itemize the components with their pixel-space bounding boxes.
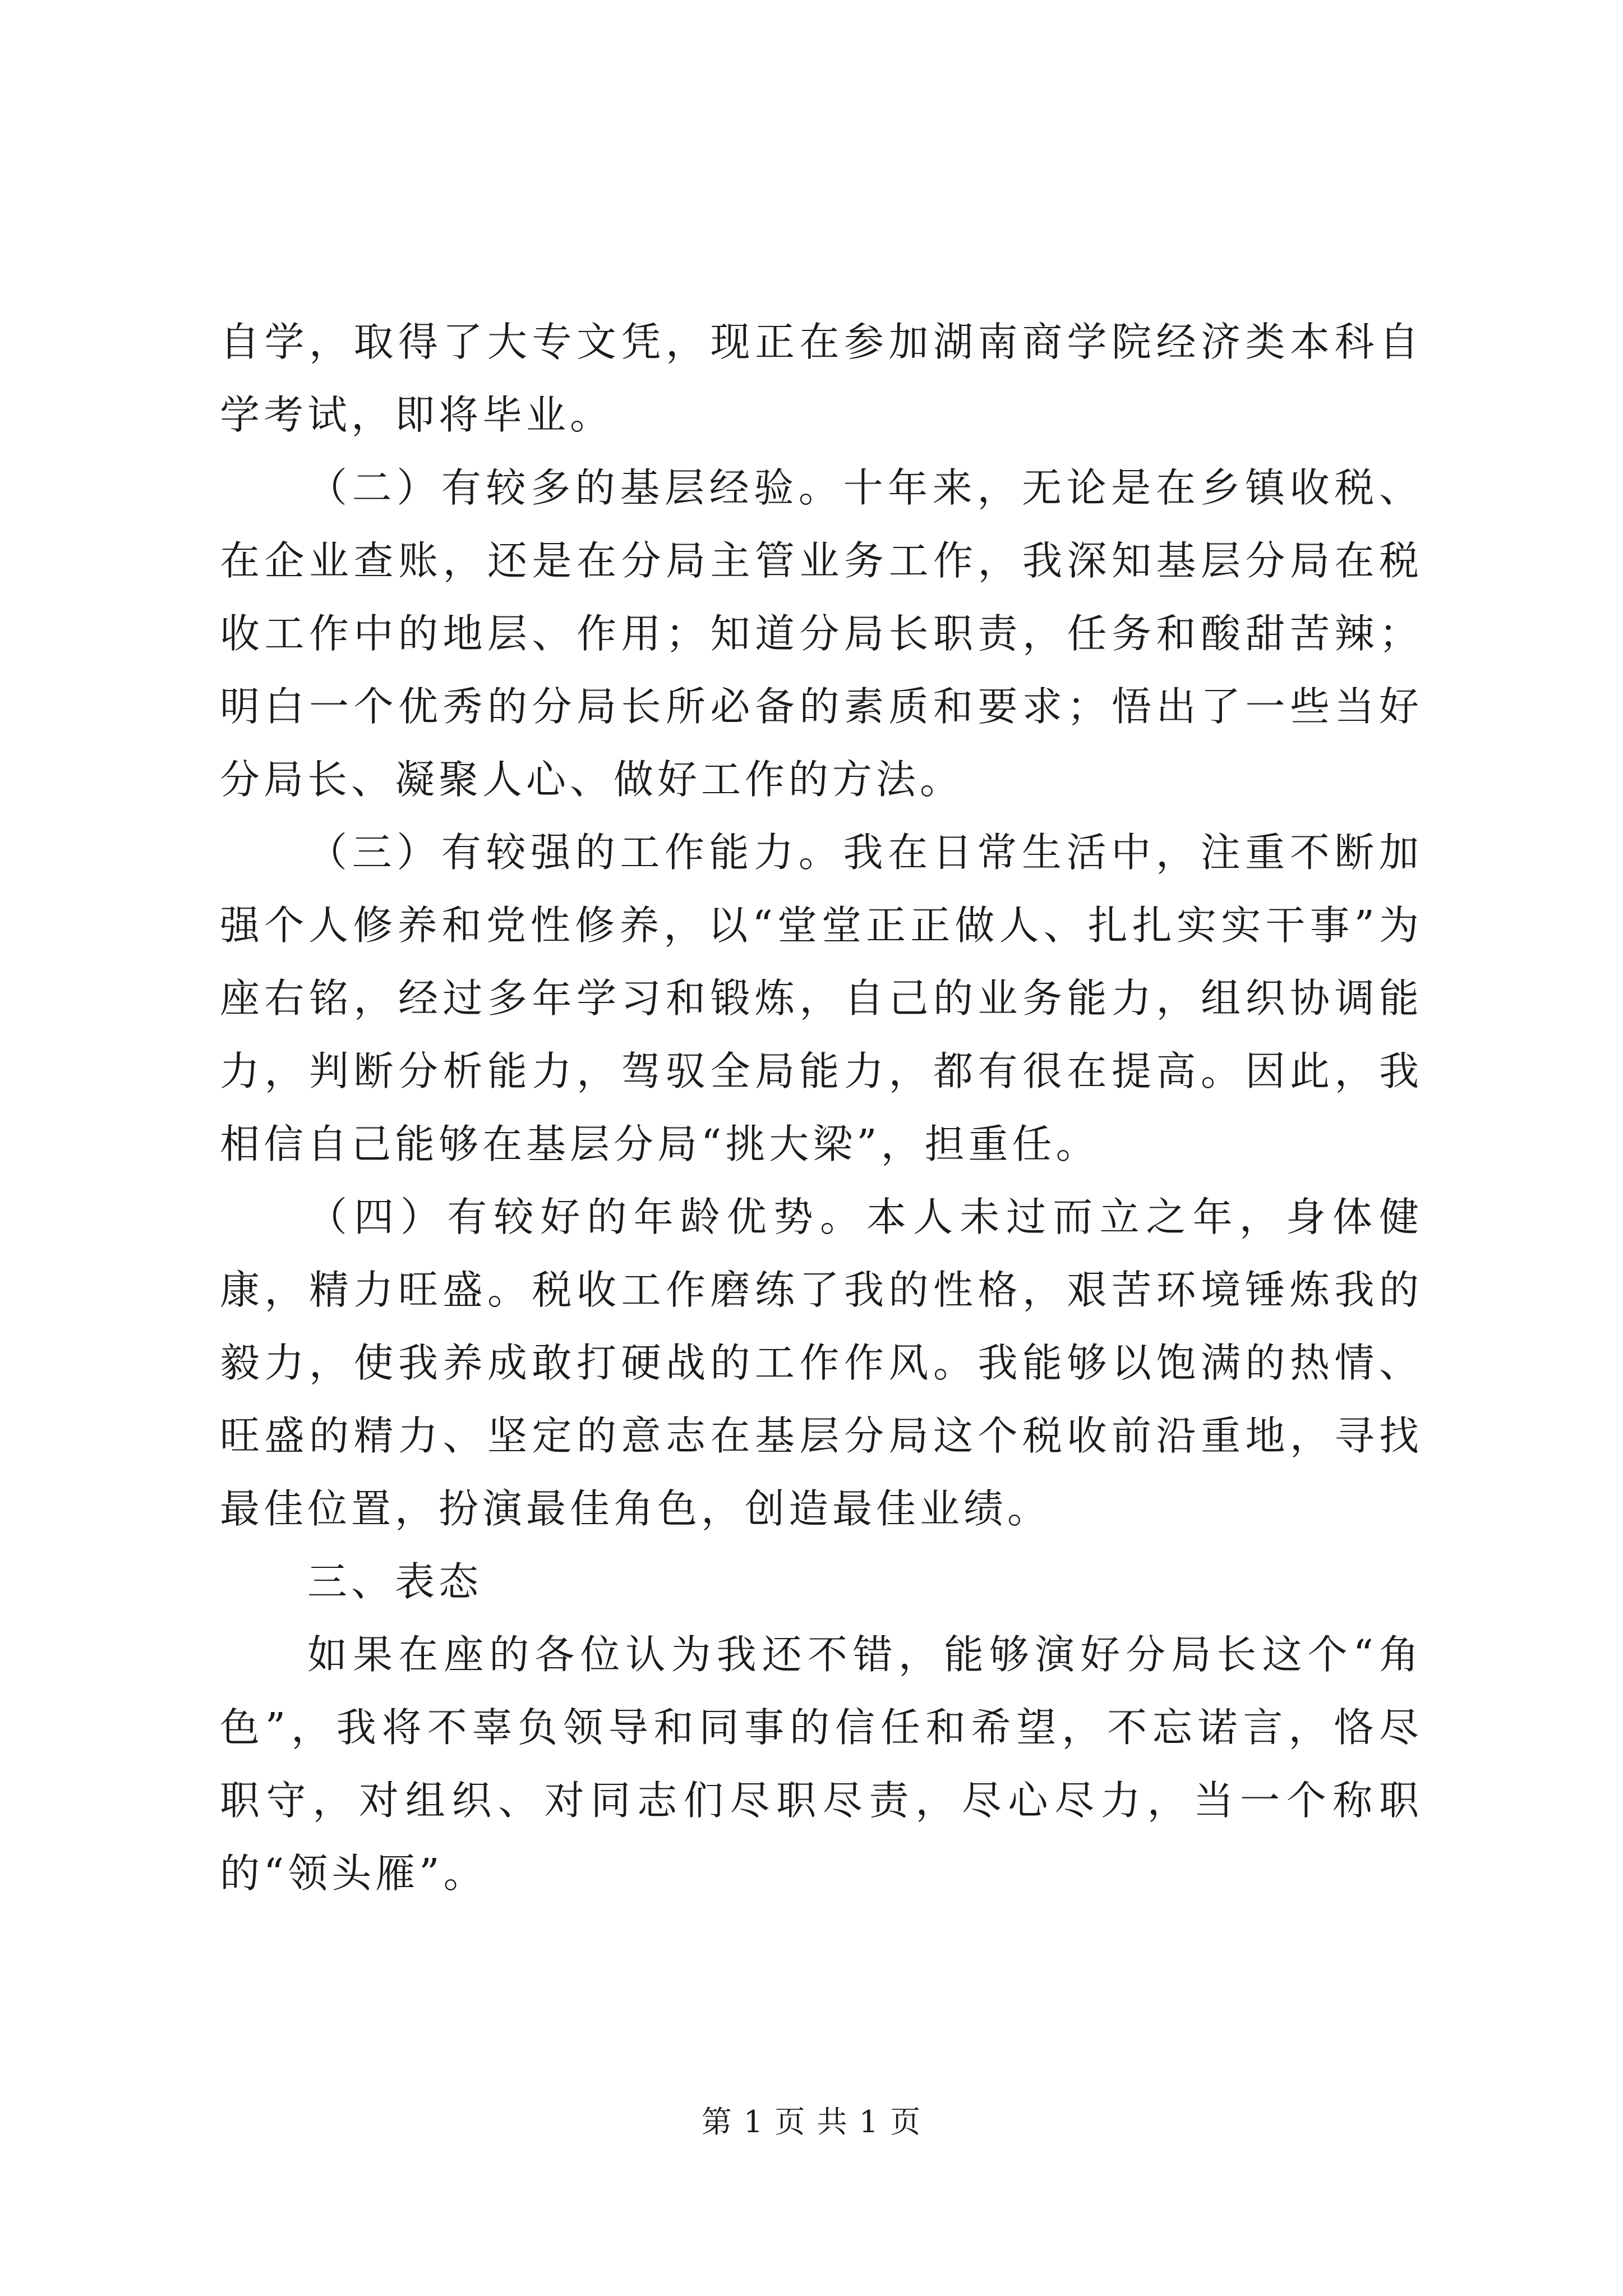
document-body — [220, 306, 1423, 1910]
section-heading-statement: 三、表态 — [307, 1558, 483, 1605]
paragraph-statement: 如果在座的各位认为我还不错，能够演好分局长这个“角色”，我将不辜负领导和同事的信任和希望，不忘诺言，恪尽职守，对组织、对同志们尽职尽责，尽心尽力，当一个称职的“领头雁”。 — [220, 1631, 1423, 1897]
page-footer: 第 1 页 共 1 页 — [701, 2104, 922, 2139]
paragraph-work-ability: （三）有较强的工作能力。我在日常生活中，注重不断加强个人修养和党性修养，以“堂堂正正做人、扎扎实实干事”为座右铭，经过多年学习和锻炼，自己的业务能力，组织协调能力，判断分析能力，驾驭全局能力，都有很在提高。因此，我相信自己能够在基层分局“挑大梁”，担重任。 — [220, 829, 1423, 1167]
paragraph-grassroots-experience: （二）有较多的基层经验。十年来，无论是在乡镇收税、在企业查账，还是在分局主管业务工作，我深知基层分局在税收工作中的地层、作用；知道分局长职责，任务和酸甜苦辣；明白一个优秀的分局长所必备的素质和要求；悟出了一些当好分局长、凝聚人心、做好工作的方法。 — [220, 464, 1423, 803]
paragraph-age-advantage: （四）有较好的年龄优势。本人未过而立之年，身体健康，精力旺盛。税收工作磨练了我的性格，艰苦环境锤炼我的毅力，使我养成敢打硬战的工作作风。我能够以饱满的热情、旺盛的精力、坚定的意志在基层分局这个税收前沿重地，寻找最佳位置，扮演最佳角色，创造最佳业绩。 — [220, 1194, 1423, 1532]
paragraph-continuation: 自学，取得了大专文凭，现正在参加湖南商学院经济类本科自学考试，即将毕业。 — [220, 319, 1423, 438]
